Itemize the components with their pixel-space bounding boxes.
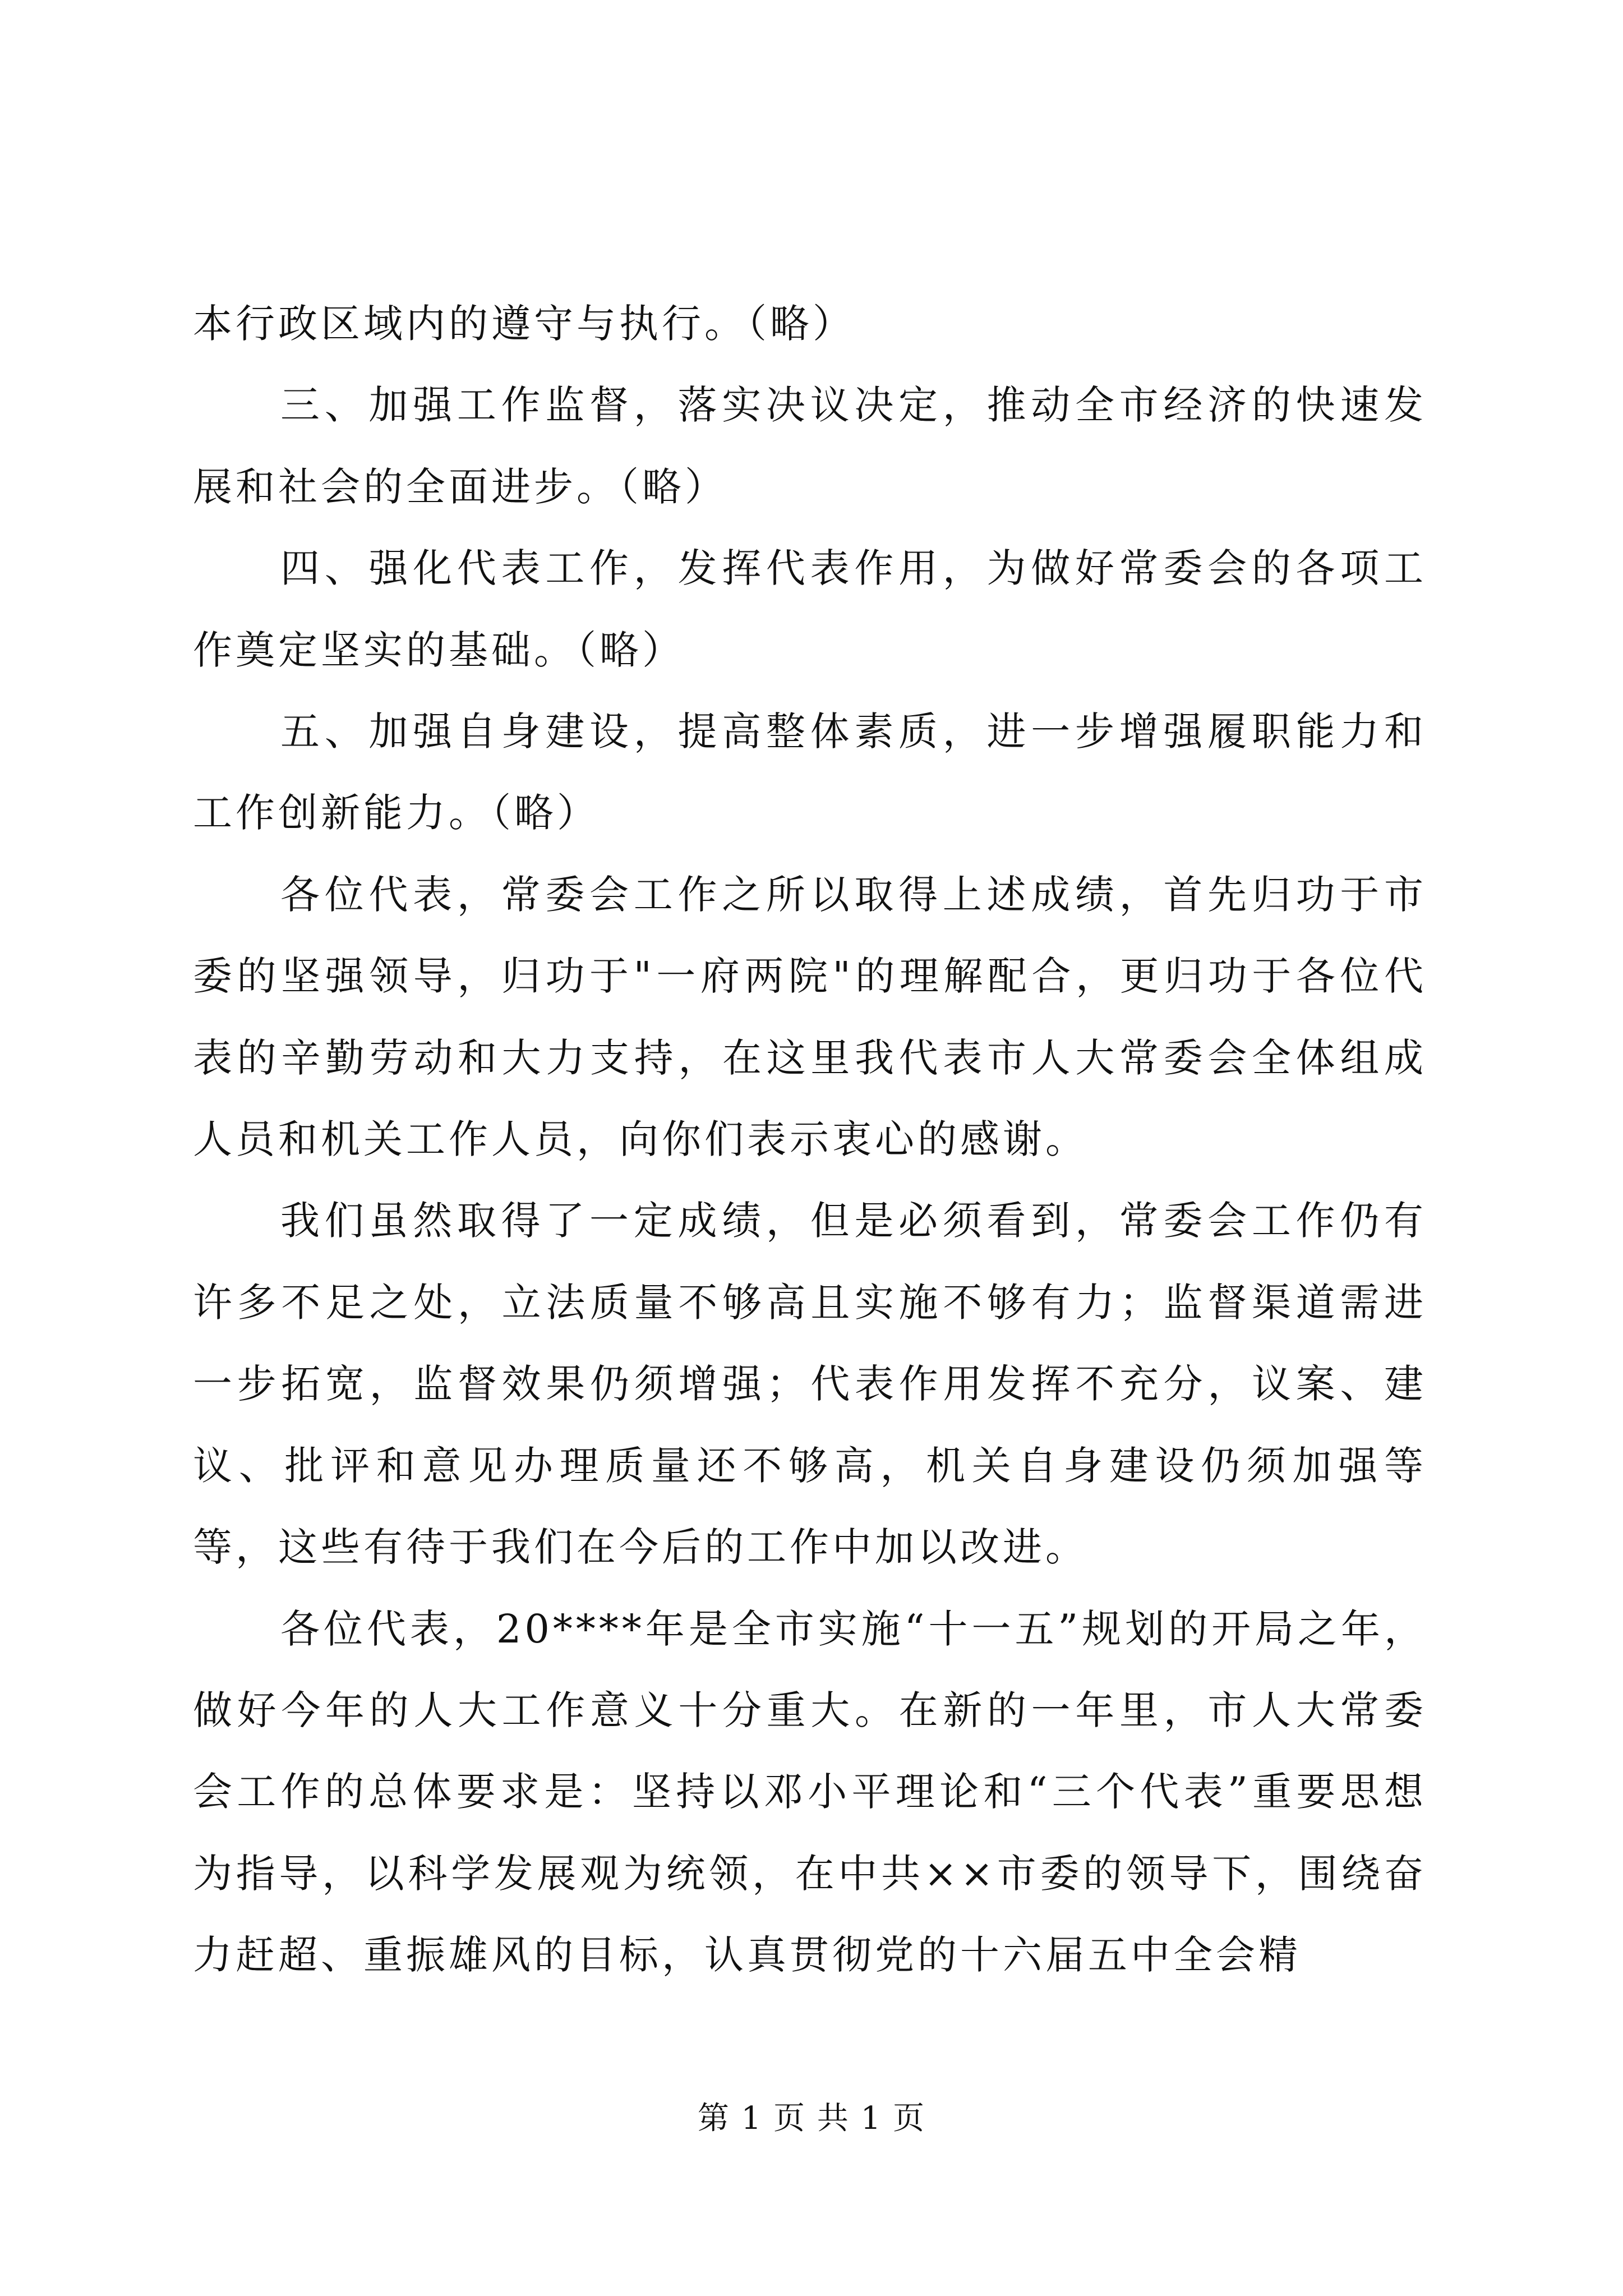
paragraph-new-year-requirements: 各位代表，20****年是全市实施“十一五”规划的开局之年，做好今年的人大工作意义十分重大。在新的一年里，市人大常委会工作的总体要求是：坚持以邓小平理论和“三个代表”重要思想为指导，以科学发展观为统领，在中共××市委的领导下，围绕奋力赶超、重振雄风的目标，认真贯彻党的十六届五中全会精 — [193, 1605, 1427, 1978]
paragraph-section-five: 五、加强自身建设，提高整体素质，进一步增强履职能力和工作创新能力。（略） — [193, 708, 1427, 836]
page-footer — [0, 2099, 1623, 2138]
page-number-label: 第 1 页 共 1 页 — [697, 2100, 926, 2137]
document-body — [193, 283, 1427, 1996]
paragraph-thanks: 各位代表，常委会工作之所以取得上述成绩，首先归功于市委的坚强领导，归功于"一府两院"的理解配合，更归功于各位代表的辛勤劳动和大力支持，在这里我代表市人大常委会全体组成人员和机关工作人员，向你们表示衷心的感谢。 — [193, 871, 1427, 1163]
paragraph-section-three: 三、加强工作监督，落实决议决定，推动全市经济的快速发展和社会的全面进步。（略） — [193, 382, 1427, 510]
paragraph-continuation: 本行政区域内的遵守与执行。（略） — [193, 301, 855, 347]
paragraph-shortcomings: 我们虽然取得了一定成绩，但是必须看到，常委会工作仍有许多不足之处，立法质量不够高且实施不够有力；监督渠道需进一步拓宽，监督效果仍须增强；代表作用发挥不充分，议案、建议、批评和意见办理质量还不够高，机关自身建设仍须加强等等，这些有待于我们在今后的工作中加以改进。 — [193, 1198, 1427, 1571]
paragraph-section-four: 四、强化代表工作，发挥代表作用，为做好常委会的各项工作奠定坚实的基础。（略） — [193, 545, 1427, 673]
